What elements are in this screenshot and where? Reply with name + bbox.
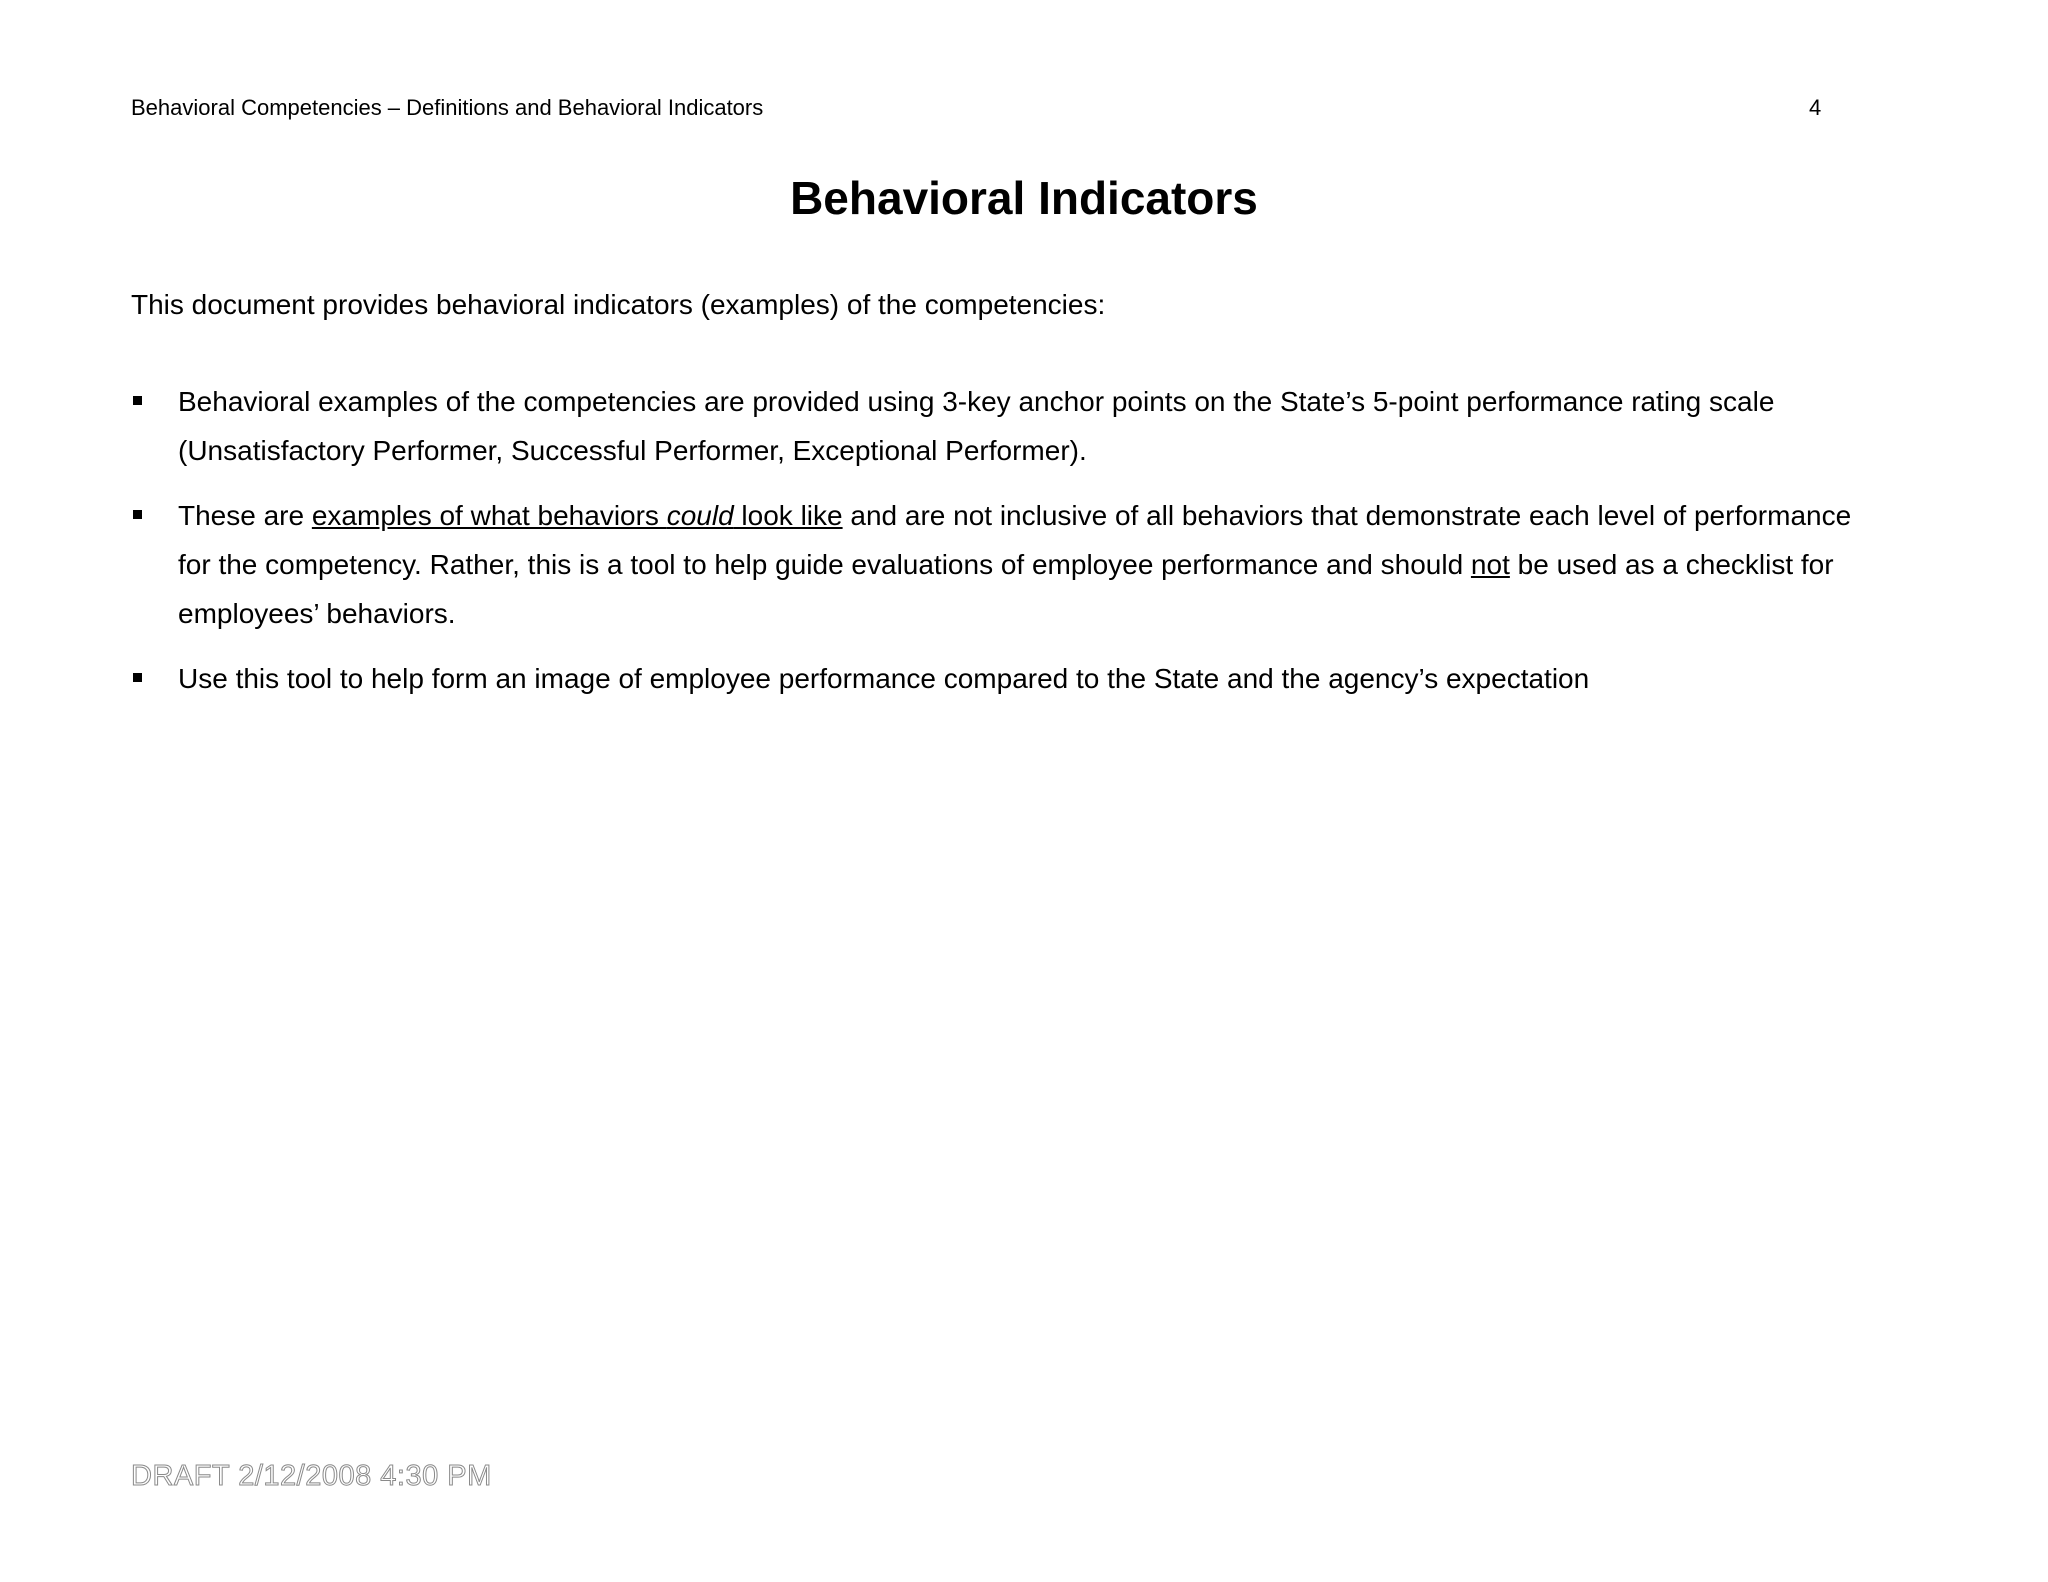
bullet-text-post: be used as a checklist for employees’ behaviors. [178, 549, 1834, 629]
underlined-not: not [1470, 549, 1510, 580]
intro-paragraph: This document provides behavioral indicators (examples) of the competencies: [131, 289, 1106, 320]
page-title: Behavioral Indicators [790, 172, 1258, 224]
bullet-text-mid: and are not inclusive of all behaviors that demonstrate each level of performance for the competency. Rather, this is a tool to help guide evaluations of employee performance and should [178, 500, 1852, 580]
underlined-text: examples of what behaviors [311, 500, 667, 531]
header-title: Behavioral Competencies – Definitions and Behavioral Indicators [131, 95, 764, 120]
underlined-italic-text: could [666, 500, 734, 531]
square-bullet-icon [133, 396, 142, 405]
square-bullet-icon [133, 673, 142, 682]
underlined-text: look like [733, 500, 843, 531]
bullet-text-pre: These are [178, 500, 312, 531]
square-bullet-icon [133, 510, 142, 519]
bullet-text: Behavioral examples of the competencies are provided using 3-key anchor points on the State’s 5-point performance rating scale (Unsatisfactory Performer, Successful Performer, Exceptional Performer). [178, 386, 1775, 466]
bullet-item [131, 377, 1891, 475]
bullet-list [131, 377, 1891, 719]
bullet-item [131, 491, 1891, 638]
draft-stamp: DRAFT 2/12/2008 4:30 PM [131, 1460, 492, 1492]
bullet-item [131, 654, 1891, 703]
bullet-text: Use this tool to help form an image of employee performance compared to the State and the agency’s expectation [178, 663, 1590, 694]
running-header [131, 94, 1831, 122]
page-number: 4 [1809, 95, 1822, 120]
